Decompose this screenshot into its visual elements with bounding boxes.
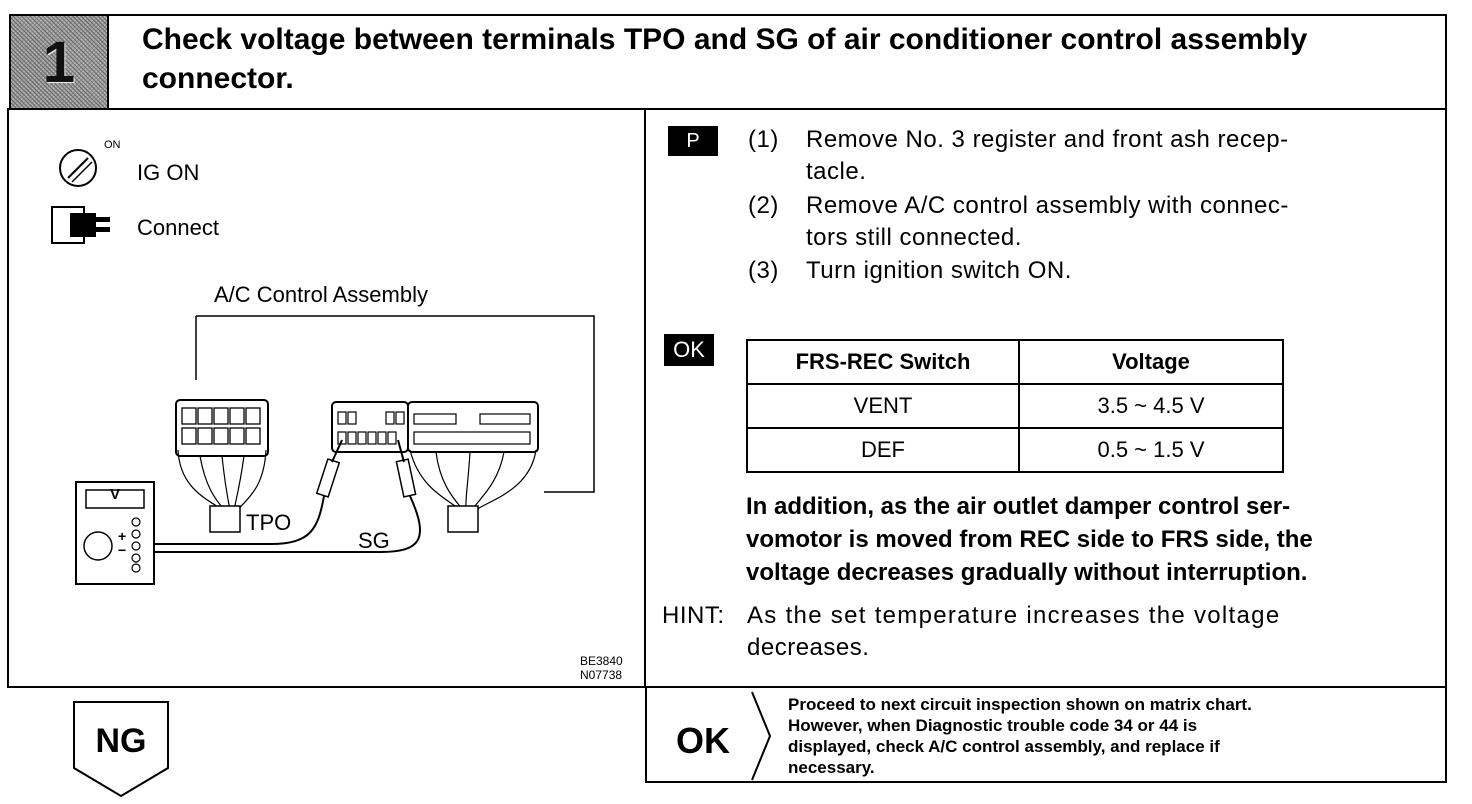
ok-note-line-2: However, when Diagnostic trouble code 34 or 44 is xyxy=(788,716,1198,735)
column-divider xyxy=(644,108,646,688)
figure-code-1: BE3840 xyxy=(580,654,623,668)
step-2-number: (2) xyxy=(748,192,779,219)
hint-line-2: decreases. xyxy=(747,634,870,661)
ng-label: NG xyxy=(95,722,147,760)
procedure-badge: P xyxy=(668,126,718,156)
tpo-wire-label: TPO xyxy=(246,510,292,535)
step-3-number: (3) xyxy=(748,257,779,284)
table-cell: DEF xyxy=(747,428,1019,472)
hint-label: HINT: xyxy=(662,602,725,629)
connector-plug-icon xyxy=(50,205,120,247)
switch-on-label: ON xyxy=(104,139,121,151)
ok-note-line-1: Proceed to next circuit inspection shown on matrix chart. xyxy=(788,695,1252,714)
step-2-line-2: tors still connected. xyxy=(806,224,1022,251)
step-number-box xyxy=(11,16,107,108)
addition-line-2: vomotor is moved from REC side to FRS side, the xyxy=(746,526,1313,553)
step-number-divider xyxy=(107,16,109,108)
table-row xyxy=(747,384,1283,428)
addition-line-1: In addition, as the air outlet damper control ser- xyxy=(746,493,1291,520)
table-header-voltage: Voltage xyxy=(1019,340,1283,384)
table-cell: 0.5 ~ 1.5 V xyxy=(1019,428,1283,472)
table-header-switch: FRS-REC Switch xyxy=(747,340,1019,384)
step-1-line-1: Remove No. 3 register and front ash recep- xyxy=(806,126,1289,153)
hint-line-1: As the set temperature increases the voltage xyxy=(747,602,1281,629)
sg-wire-label: SG xyxy=(358,528,390,553)
ok-badge: OK xyxy=(664,334,714,366)
addition-line-3: voltage decreases gradually without interruption. xyxy=(746,559,1308,586)
assembly-label: A/C Control Assembly xyxy=(214,282,428,307)
meter-plus-sign: + xyxy=(118,528,127,544)
ignition-switch-icon xyxy=(56,140,136,190)
step-title: Check voltage between terminals TPO and SG of air conditioner control assembly connector. xyxy=(142,23,1308,95)
table-row xyxy=(747,428,1283,472)
step-1-line-2: tacle. xyxy=(806,158,867,185)
step-1-number: (1) xyxy=(748,126,779,153)
step-number: 1 xyxy=(42,29,76,95)
ok-note-line-3: displayed, check A/C control assembly, and replace if xyxy=(788,737,1220,756)
table-cell: VENT xyxy=(747,384,1019,428)
meter-minus-sign: − xyxy=(118,542,127,558)
voltage-table xyxy=(746,339,1284,473)
ok-chevron xyxy=(750,690,774,782)
ok-result-label: OK xyxy=(676,720,730,761)
figure-code-2: N07738 xyxy=(580,668,623,682)
table-cell: 3.5 ~ 4.5 V xyxy=(1019,384,1283,428)
ok-note-line-4: necessary. xyxy=(788,758,875,777)
table-header-row xyxy=(747,340,1283,384)
meter-display-label: V xyxy=(109,486,120,503)
connect-label: Connect xyxy=(137,215,219,240)
step-2-line-1: Remove A/C control assembly with connec- xyxy=(806,192,1289,219)
ig-on-label: IG ON xyxy=(137,160,200,185)
wiring-diagram xyxy=(60,300,620,600)
step-3-line-1: Turn ignition switch ON. xyxy=(806,257,1072,284)
